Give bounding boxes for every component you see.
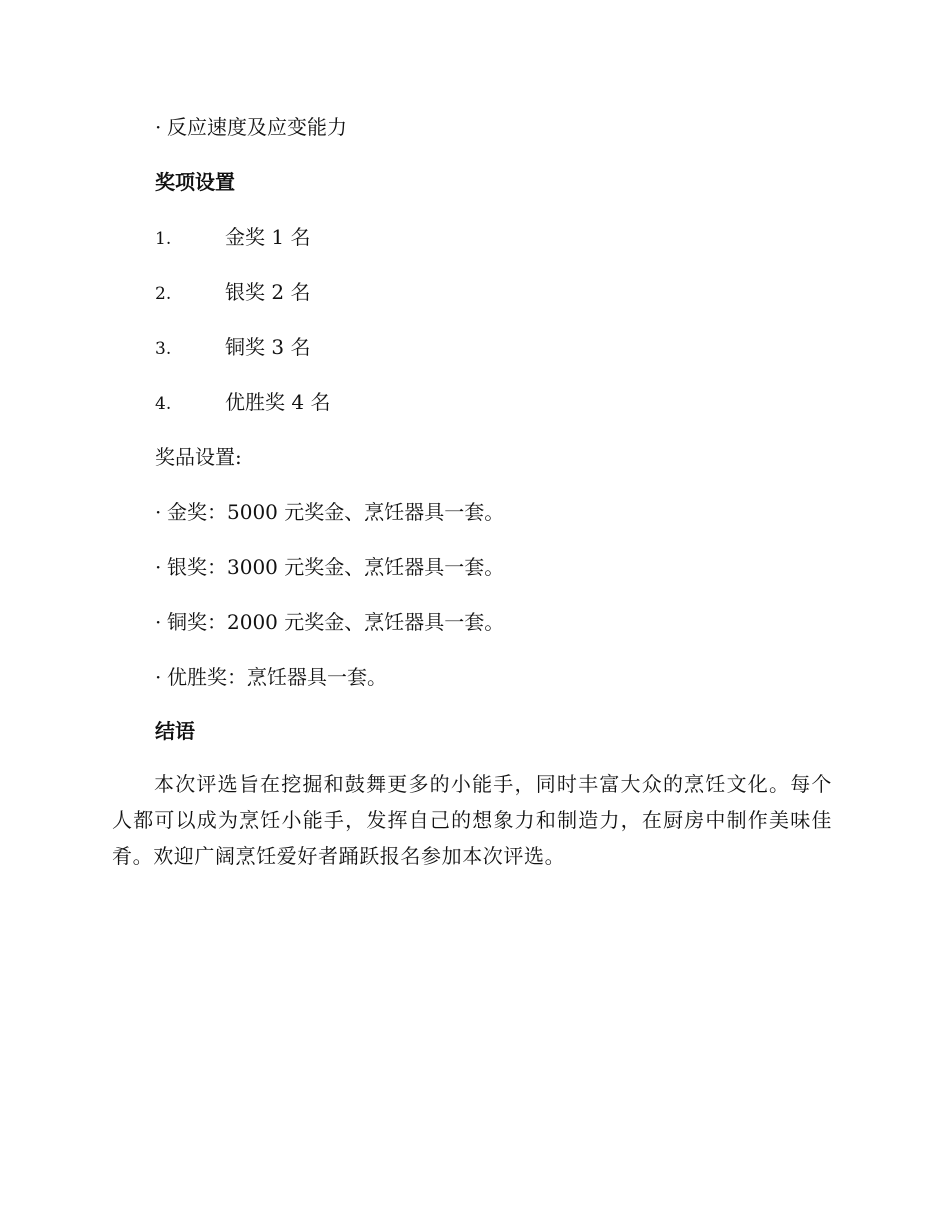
bullet-dot: · xyxy=(155,610,162,634)
conclusion-paragraph: 本次评选旨在挖掘和鼓舞更多的小能手，同时丰富大众的烹饪文化。每个人都可以成为烹饪小能手，发挥自己的想象力和制造力，在厨房中制作美味佳肴。欢迎广阔烹饪爱好者踊跃报名参加本次评选。 xyxy=(112,772,832,868)
prize-item-silver xyxy=(155,552,504,582)
awards-heading: 奖项设置 xyxy=(155,170,235,194)
prize-item-text: 铜奖：2000 元奖金、烹饪器具一套。 xyxy=(167,610,505,634)
prize-item-gold xyxy=(155,497,504,527)
prize-item-excellence xyxy=(155,662,387,692)
bullet-text: 反应速度及应变能力 xyxy=(167,115,347,139)
award-item-text: 银奖 2 名 xyxy=(225,280,311,304)
conclusion-heading: 结语 xyxy=(155,719,195,743)
prize-item-text: 金奖：5000 元奖金、烹饪器具一套。 xyxy=(167,500,505,524)
award-item-text: 优胜奖 4 名 xyxy=(225,390,331,414)
bullet-dot: · xyxy=(155,500,162,524)
award-item-number: 4. xyxy=(155,394,172,414)
award-item-3 xyxy=(155,332,310,364)
bullet-item-response-speed xyxy=(155,112,347,142)
prize-item-bronze xyxy=(155,607,504,637)
bullet-dot: · xyxy=(155,665,162,689)
prize-item-text: 银奖：3000 元奖金、烹饪器具一套。 xyxy=(167,555,505,579)
award-item-4 xyxy=(155,387,330,419)
award-item-number: 1. xyxy=(155,229,172,249)
prize-item-text: 优胜奖：烹饪器具一套。 xyxy=(167,665,387,689)
award-item-text: 铜奖 3 名 xyxy=(225,335,311,359)
award-item-text: 金奖 1 名 xyxy=(225,225,311,249)
award-item-number: 2. xyxy=(155,284,172,304)
award-item-1 xyxy=(155,222,310,254)
award-item-2 xyxy=(155,277,310,309)
prizes-heading: 奖品设置: xyxy=(155,445,242,469)
award-item-number: 3. xyxy=(155,339,172,359)
bullet-dot: · xyxy=(155,555,162,579)
bullet-dot: · xyxy=(155,115,162,139)
